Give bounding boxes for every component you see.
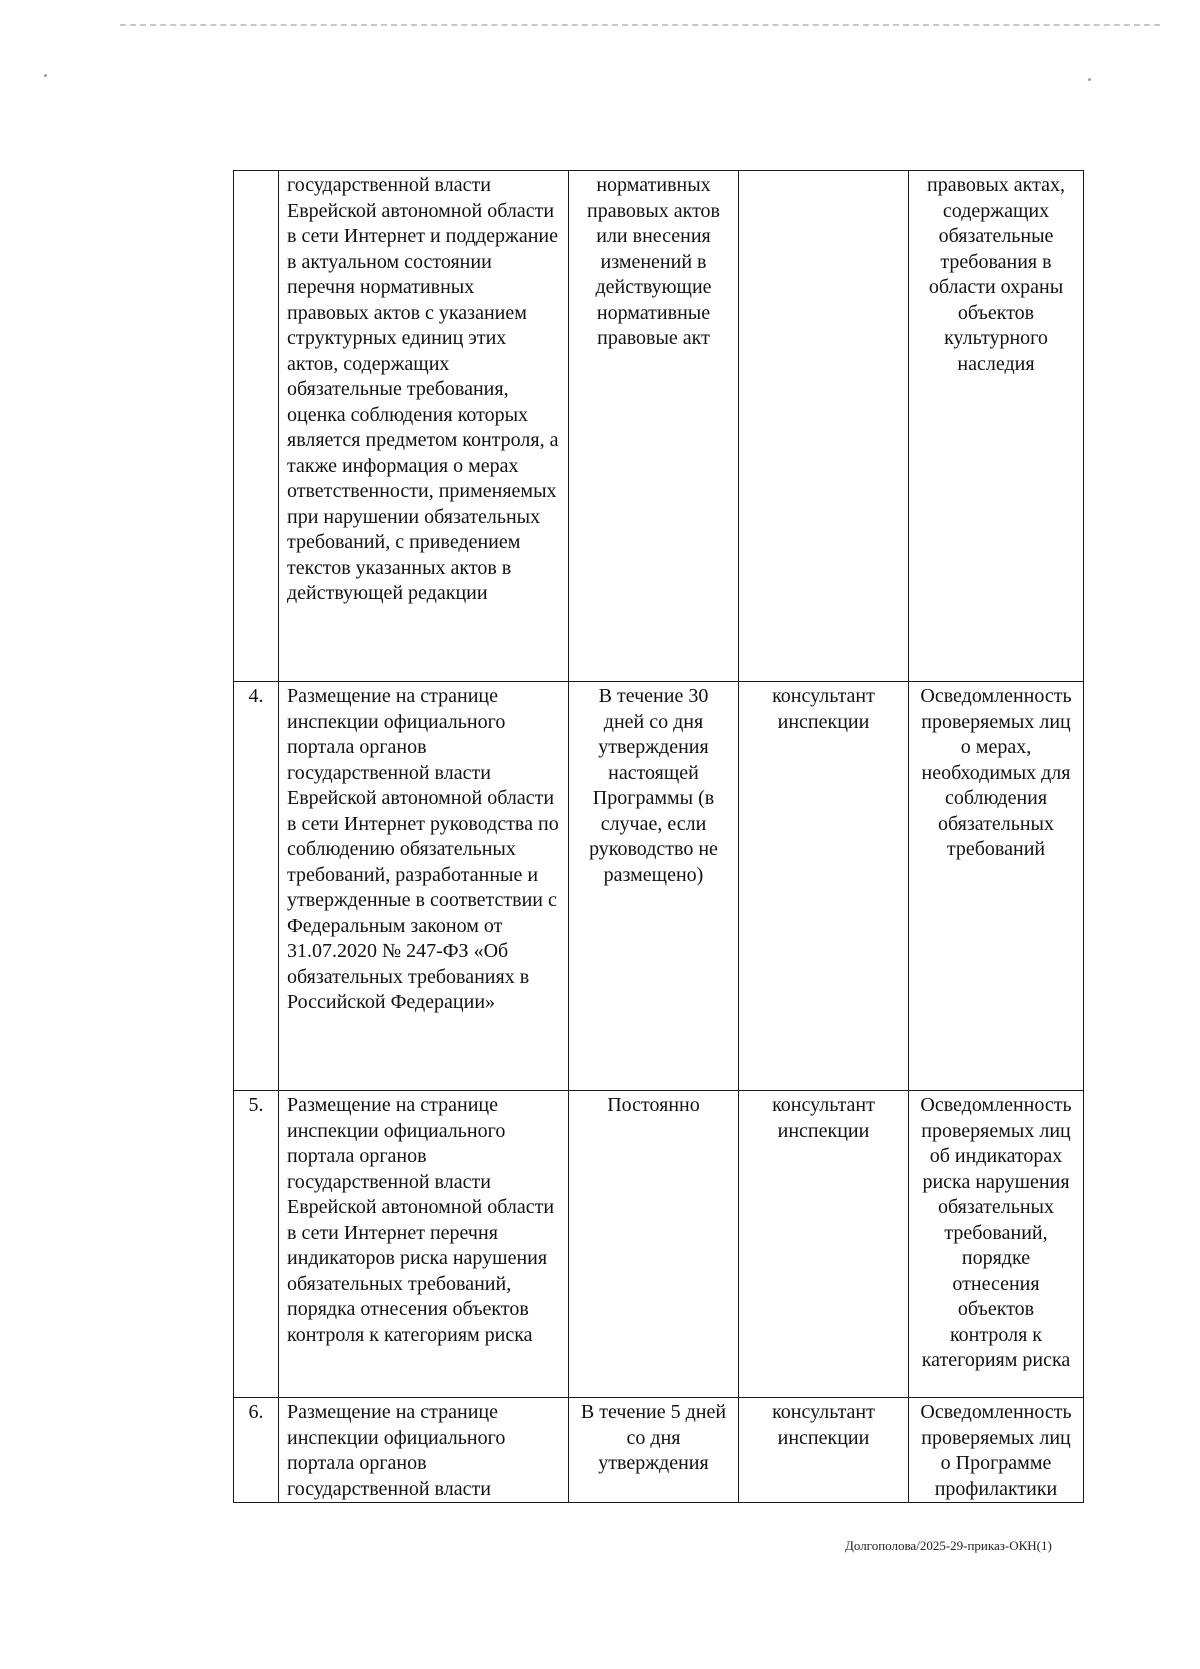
result-cell: Осведомленность проверяемых лиц о Программе профилактики — [909, 1398, 1084, 1503]
term-cell: нормативных правовых актов или внесения изменений в действующие нормативные правовые акт — [569, 171, 739, 682]
table-row — [234, 682, 1084, 1091]
term-cell: В течение 30 дней со дня утверждения настоящей Программы (в случае, если руководство не размещено) — [569, 682, 739, 1091]
scan-artifact-line — [120, 24, 1160, 32]
prevention-plan-table — [233, 170, 1084, 1503]
table-row — [234, 171, 1084, 682]
term-cell: В течение 5 дней со дня утверждения — [569, 1398, 739, 1503]
scan-speck — [44, 74, 47, 77]
document-reference: Долгополова/2025-29-приказ-ОКН(1) — [845, 1538, 1052, 1553]
activity-cell: Размещение на странице инспекции официального портала органов государственной власти — [279, 1398, 569, 1503]
row-number: 5. — [234, 1091, 279, 1398]
result-cell: правовых актах, содержащих обязательные требования в области охраны объектов культурного наследия — [909, 171, 1084, 682]
row-number: 4. — [234, 682, 279, 1091]
row-number — [234, 171, 279, 682]
responsible-cell: консультант инспекции — [739, 682, 909, 1091]
row-number: 6. — [234, 1398, 279, 1503]
scan-speck — [1088, 78, 1091, 81]
result-cell: Осведомленность проверяемых лиц о мерах, необходимых для соблюдения обязательных требований — [909, 682, 1084, 1091]
activity-cell: Размещение на странице инспекции официального портала органов государственной власти Еврейской автономной области в сети Интернет перечня индикаторов риска нарушения обязательных требований, порядка отнесения объектов контроля к категориям риска — [279, 1091, 569, 1398]
responsible-cell: консультант инспекции — [739, 1091, 909, 1398]
activity-cell: государственной власти Еврейской автономной области в сети Интернет и поддержание в актуальном состоянии перечня нормативных правовых актов с указанием структурных единиц этих актов, содержащих обязательные требования, оценка соблюдения которых является предметом контроля, а также информация о мерах ответственности, применяемых при нарушении обязательных требований, с приведением текстов указанных актов в действующей редакции — [279, 171, 569, 682]
result-cell: Осведомленность проверяемых лиц об индикаторах риска нарушения обязательных требований, порядке отнесения объектов контроля к категориям риска — [909, 1091, 1084, 1398]
activity-cell: Размещение на странице инспекции официального портала органов государственной власти Еврейской автономной области в сети Интернет руководства по соблюдению обязательных требований, разработанные и утвержденные в соответствии с Федеральным законом от 31.07.2020 № 247-ФЗ «Об обязательных требованиях в Российской Федерации» — [279, 682, 569, 1091]
table-row — [234, 1091, 1084, 1398]
term-cell: Постоянно — [569, 1091, 739, 1398]
responsible-cell — [739, 171, 909, 682]
responsible-cell: консультант инспекции — [739, 1398, 909, 1503]
table-row — [234, 1398, 1084, 1503]
